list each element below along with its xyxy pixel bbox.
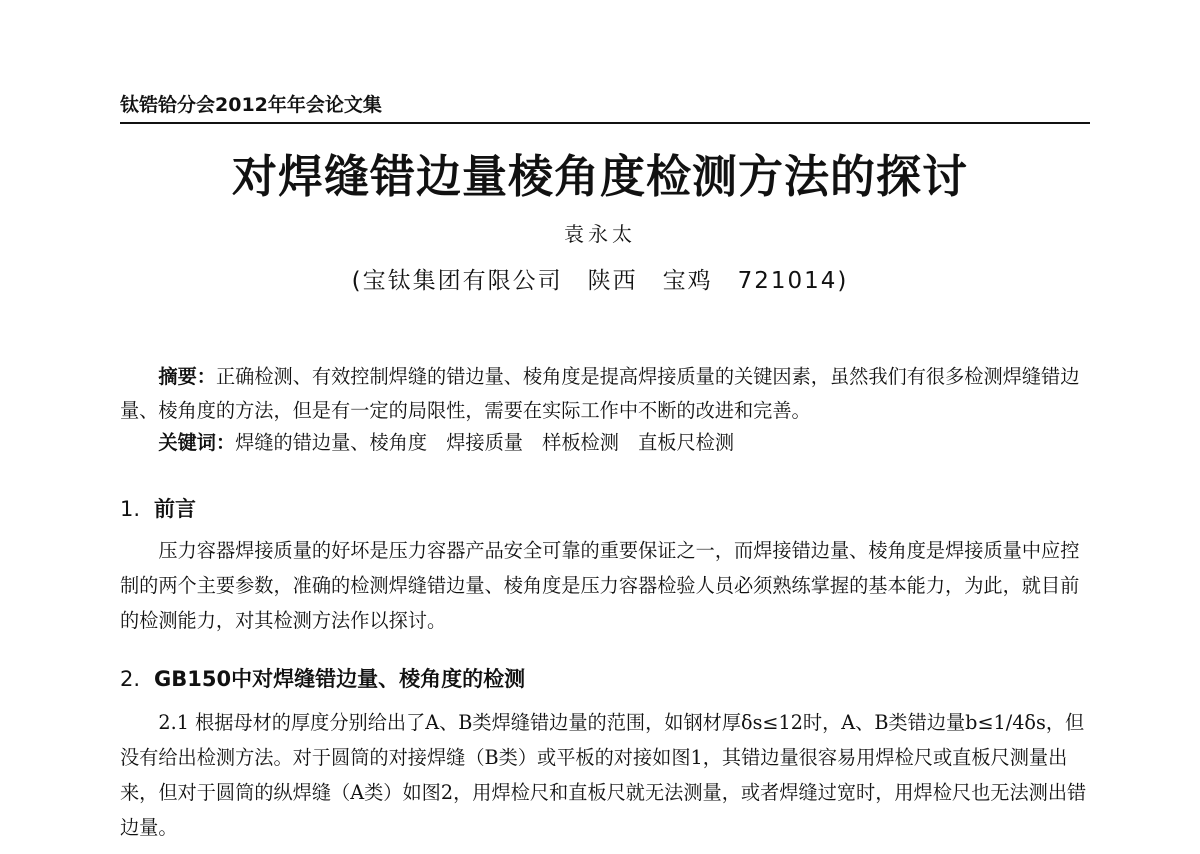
author-affiliation: (宝钛集团有限公司 陕西 宝鸡 721014) bbox=[351, 268, 849, 294]
section-title: 前言 bbox=[154, 497, 197, 521]
running-header: 钛锆铪分会2012年年会论文集 bbox=[120, 94, 382, 116]
section-number: 2. bbox=[120, 667, 141, 691]
keywords-label: 关键词： bbox=[158, 431, 236, 454]
paper-title: 对焊缝错边量棱角度检测方法的探讨 bbox=[231, 150, 968, 203]
keywords bbox=[120, 428, 1090, 458]
author-name: 袁永太 bbox=[564, 222, 636, 246]
section-title: GB150中对焊缝错边量、棱角度的检测 bbox=[154, 667, 526, 691]
abstract-label: 摘要： bbox=[158, 365, 216, 388]
section-heading bbox=[120, 493, 196, 523]
section-number: 1. bbox=[120, 497, 141, 521]
keywords-text: 焊缝的错边量、棱角度 焊接质量 样板检测 直板尺检测 bbox=[235, 431, 735, 454]
section-body: 压力容器焊接质量的好坏是压力容器产品安全可靠的重要保证之一，而焊接错边量、棱角度是焊接质量中应控制的两个主要参数，准确的检测焊缝错边量、棱角度是压力容器检验人员必须熟练掌握的基本能力，为此，就目前的检测能力，对其检测方法作以探讨。 bbox=[120, 539, 1080, 632]
section-body: 2.1 根据母材的厚度分别给出了A、B类焊缝错边量的范围，如钢材厚δs≤12时，A、B类错边量b≤1/4δs，但没有给出检测方法。对于圆筒的对接焊缝（B类）或平板的对接如图1，其错边量很容易用焊检尺或直板尺测量出来，但对于圆筒的纵焊缝（A类）如图2，用焊检尺和直板尺就无法测量，或者焊缝过宽时，用焊检尺也无法测出错边量。 bbox=[120, 711, 1087, 839]
section-heading bbox=[120, 663, 525, 693]
abstract-text: 正确检测、有效控制焊缝的错边量、棱角度是提高焊接质量的关键因素，虽然我们有很多检测焊缝错边量、棱角度的方法，但是有一定的局限性，需要在实际工作中不断的改进和完善。 bbox=[120, 365, 1080, 422]
header-rule bbox=[120, 122, 1090, 124]
abstract bbox=[120, 360, 1090, 428]
